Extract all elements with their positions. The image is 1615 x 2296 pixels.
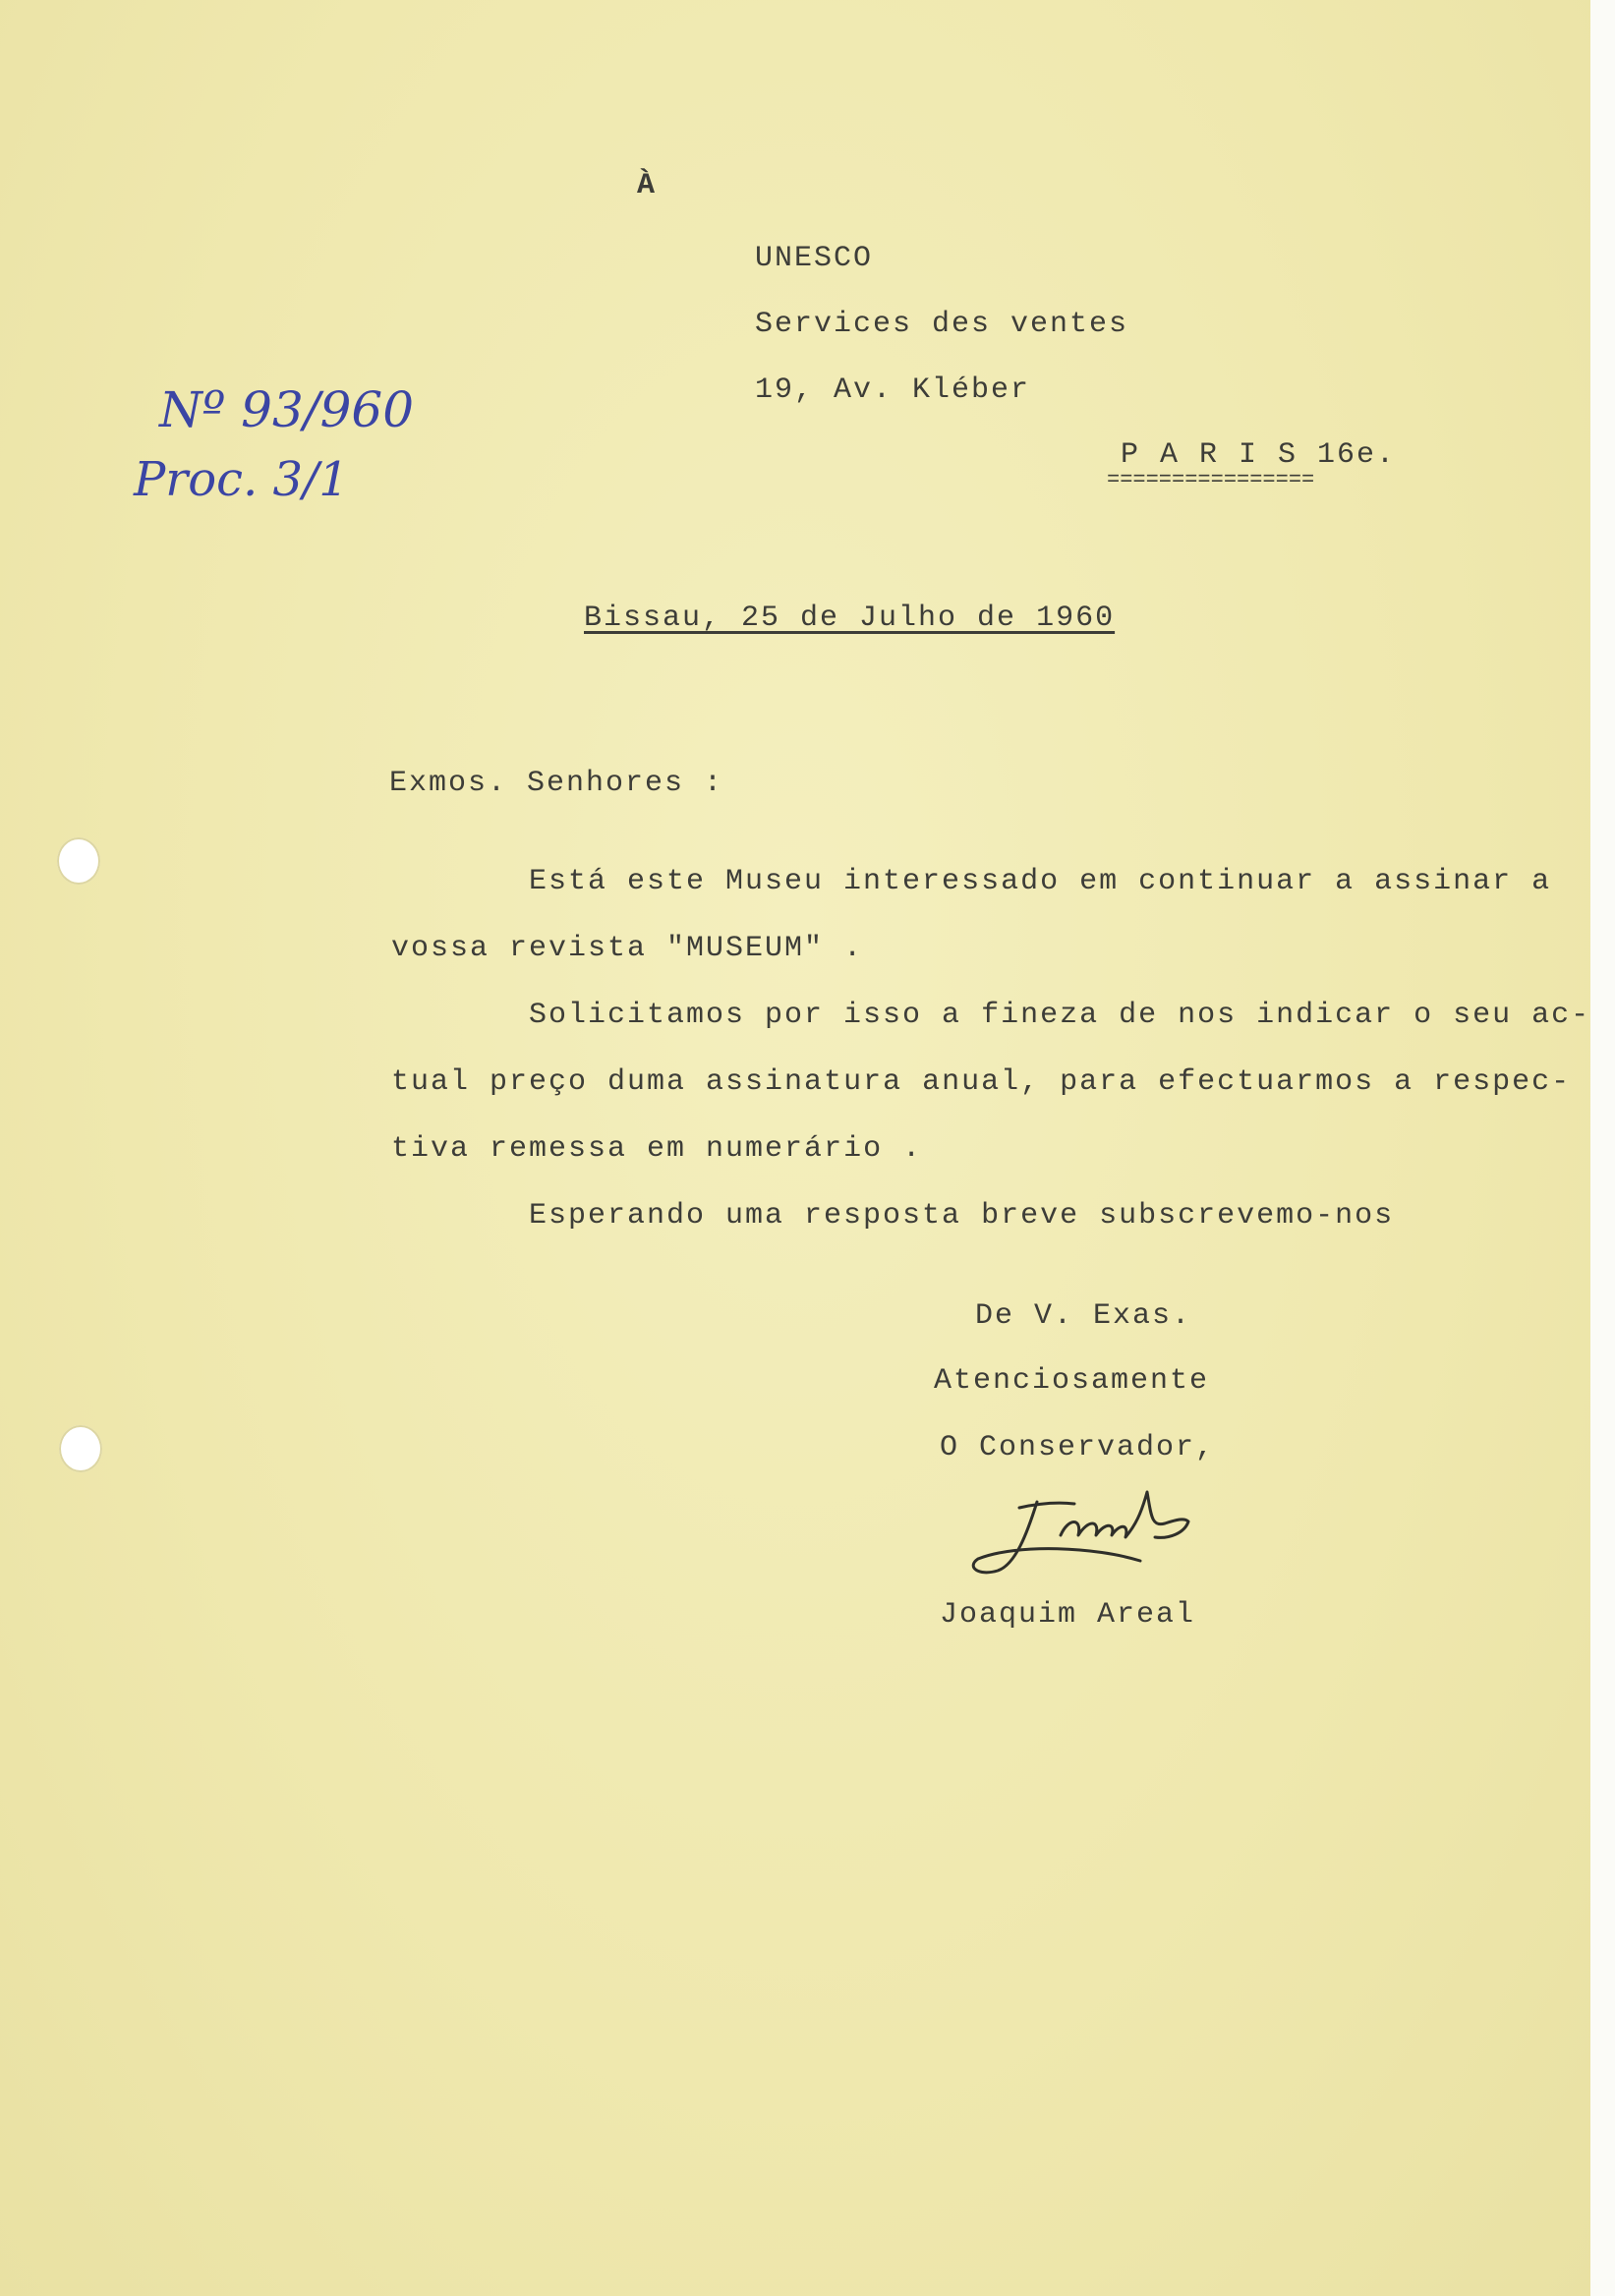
scan-edge [1590,0,1615,2296]
date-line: Bissau, 25 de Julho de 1960 [584,602,1116,635]
handwritten-proc: Proc. 3/1 [134,452,349,507]
body-line: Está este Museu interessado em continuar a assinar a [529,865,1552,898]
recipient-name: UNESCO [755,242,874,275]
signature-icon [958,1474,1224,1597]
closing-line: O Conservador, [940,1431,1216,1464]
body-line: Solicitamos por isso a fineza de nos indicar o seu ac- [529,999,1591,1032]
recipient-city: P A R I S 16e. [1121,438,1397,472]
salutation: Exmos. Senhores : [389,767,724,800]
body-line: Esperando uma resposta breve subscrevemo-nos [529,1199,1395,1233]
handwritten-ref-number: Nº 93/960 [159,381,415,438]
address-prefix: À [637,169,658,202]
body-line: tual preço duma assinatura anual, para efectuarmos a respec- [391,1065,1572,1099]
body-line: tiva remessa em numerário . [391,1132,923,1166]
recipient-department: Services des ventes [755,308,1129,341]
recipient-street: 19, Av. Kléber [755,373,1031,407]
closing-line: De V. Exas. [975,1299,1192,1333]
punch-hole-bottom [59,1425,102,1472]
body-line: vossa revista "MUSEUM" . [391,932,864,965]
punch-hole-top [57,837,100,885]
city-underline: ================ [1107,468,1315,492]
signatory-name: Joaquim Areal [940,1598,1196,1632]
closing-line: Atenciosamente [934,1364,1210,1398]
